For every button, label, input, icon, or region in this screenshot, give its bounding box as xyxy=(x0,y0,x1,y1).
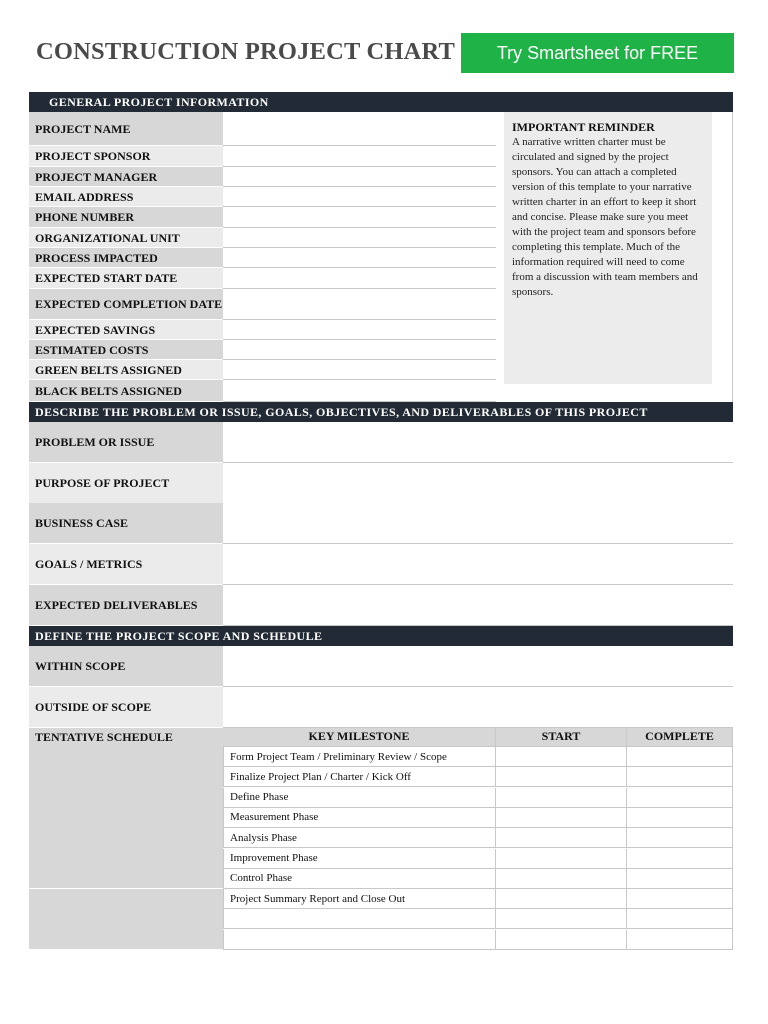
col-key-milestone: KEY MILESTONE xyxy=(223,727,496,747)
problem-field-label: EXPECTED DELIVERABLES xyxy=(29,585,223,626)
field-value-input[interactable] xyxy=(223,340,496,360)
milestone-cell: Form Project Team / Preliminary Review / Scope xyxy=(223,747,496,767)
important-reminder xyxy=(504,112,712,384)
milestone-start-input[interactable] xyxy=(496,909,627,929)
milestone-start-input[interactable] xyxy=(496,889,627,909)
milestone-complete-input[interactable] xyxy=(627,930,733,950)
problem-field-label: BUSINESS CASE xyxy=(29,503,223,544)
field-label: EXPECTED COMPLETION DATE xyxy=(29,289,223,320)
milestone-cell: Measurement Phase xyxy=(223,808,496,828)
field-label: ORGANIZATIONAL UNIT xyxy=(29,228,223,248)
milestone-cell: Project Summary Report and Close Out xyxy=(223,889,496,909)
milestone-complete-input[interactable] xyxy=(627,869,733,889)
problem-field-input[interactable] xyxy=(223,503,733,544)
field-value-input[interactable] xyxy=(223,289,496,320)
field-value-input[interactable] xyxy=(223,112,496,146)
milestone-start-input[interactable] xyxy=(496,747,627,767)
milestone-start-input[interactable] xyxy=(496,767,627,787)
field-label: PROJECT SPONSOR xyxy=(29,146,223,167)
milestone-complete-input[interactable] xyxy=(627,747,733,767)
field-label: PHONE NUMBER xyxy=(29,207,223,228)
milestone-cell: Define Phase xyxy=(223,788,496,808)
field-value-input[interactable] xyxy=(223,228,496,248)
problem-field-input[interactable] xyxy=(223,463,733,504)
milestone-cell: Improvement Phase xyxy=(223,849,496,869)
milestone-complete-input[interactable] xyxy=(627,909,733,929)
field-label: BLACK BELTS ASSIGNED xyxy=(29,380,223,402)
problem-field-label: PROBLEM OR ISSUE xyxy=(29,422,223,463)
field-value-input[interactable] xyxy=(223,187,496,207)
milestone-cell: Finalize Project Plan / Charter / Kick Off xyxy=(223,767,496,787)
milestone-complete-input[interactable] xyxy=(627,767,733,787)
field-label: EXPECTED START DATE xyxy=(29,268,223,289)
problem-field-input[interactable] xyxy=(223,544,733,585)
reminder-title: IMPORTANT REMINDER xyxy=(512,120,655,134)
field-label: EMAIL ADDRESS xyxy=(29,187,223,207)
field-value-input[interactable] xyxy=(223,248,496,268)
field-value-input[interactable] xyxy=(223,380,496,402)
problem-field-input[interactable] xyxy=(223,585,733,626)
document-title: CONSTRUCTION PROJECT CHART xyxy=(36,38,456,65)
field-value-input[interactable] xyxy=(223,167,496,187)
milestone-start-input[interactable] xyxy=(496,788,627,808)
milestone-complete-input[interactable] xyxy=(627,828,733,848)
milestone-cell: Analysis Phase xyxy=(223,828,496,848)
milestone-complete-input[interactable] xyxy=(627,788,733,808)
milestone-cell xyxy=(223,930,496,950)
field-label: PROCESS IMPACTED xyxy=(29,248,223,268)
reminder-text: A narrative written charter must be circulated and signed by the project sponsors. You can attach a completed version of this template to your narrative written charter in an effort to keep it short and concise. Please make sure you meet with the project team and sponsors before completing this template. Much of the information required will need to come from a discussion with team members and sponsors. xyxy=(512,136,698,298)
milestone-cell: Control Phase xyxy=(223,869,496,889)
field-value-input[interactable] xyxy=(223,268,496,289)
field-value-input[interactable] xyxy=(223,320,496,340)
field-value-input[interactable] xyxy=(223,360,496,380)
field-value-input[interactable] xyxy=(223,146,496,167)
field-value-input[interactable] xyxy=(223,207,496,228)
scope-field-label: WITHIN SCOPE xyxy=(29,646,223,687)
tentative-schedule-label: TENTATIVE SCHEDULE xyxy=(29,727,223,889)
problem-field-label: GOALS / METRICS xyxy=(29,544,223,585)
try-smartsheet-button[interactable]: Try Smartsheet for FREE xyxy=(461,33,734,73)
milestone-start-input[interactable] xyxy=(496,808,627,828)
scope-field-label: OUTSIDE OF SCOPE xyxy=(29,687,223,728)
field-label: ESTIMATED COSTS xyxy=(29,340,223,360)
milestone-cell xyxy=(223,909,496,929)
milestone-start-input[interactable] xyxy=(496,828,627,848)
col-start: START xyxy=(496,727,627,747)
scope-field-input[interactable] xyxy=(223,687,733,728)
scope-field-input[interactable] xyxy=(223,646,733,687)
field-label: PROJECT NAME xyxy=(29,112,223,146)
milestone-complete-input[interactable] xyxy=(627,849,733,869)
field-label: GREEN BELTS ASSIGNED xyxy=(29,360,223,380)
milestone-start-input[interactable] xyxy=(496,930,627,950)
problem-field-input[interactable] xyxy=(223,422,733,463)
problem-header: DESCRIBE THE PROBLEM OR ISSUE, GOALS, OBJECTIVES, AND DELIVERABLES OF THIS PROJECT xyxy=(29,402,733,422)
milestone-complete-input[interactable] xyxy=(627,889,733,909)
field-label: EXPECTED SAVINGS xyxy=(29,320,223,340)
problem-field-label: PURPOSE OF PROJECT xyxy=(29,463,223,504)
milestone-start-input[interactable] xyxy=(496,849,627,869)
milestone-start-input[interactable] xyxy=(496,869,627,889)
schedule-label-filler xyxy=(29,889,223,950)
general-info-header: GENERAL PROJECT INFORMATION xyxy=(29,92,733,112)
scope-header: DEFINE THE PROJECT SCOPE AND SCHEDULE xyxy=(29,626,733,646)
col-complete: COMPLETE xyxy=(627,727,733,747)
field-label: PROJECT MANAGER xyxy=(29,167,223,187)
milestone-complete-input[interactable] xyxy=(627,808,733,828)
